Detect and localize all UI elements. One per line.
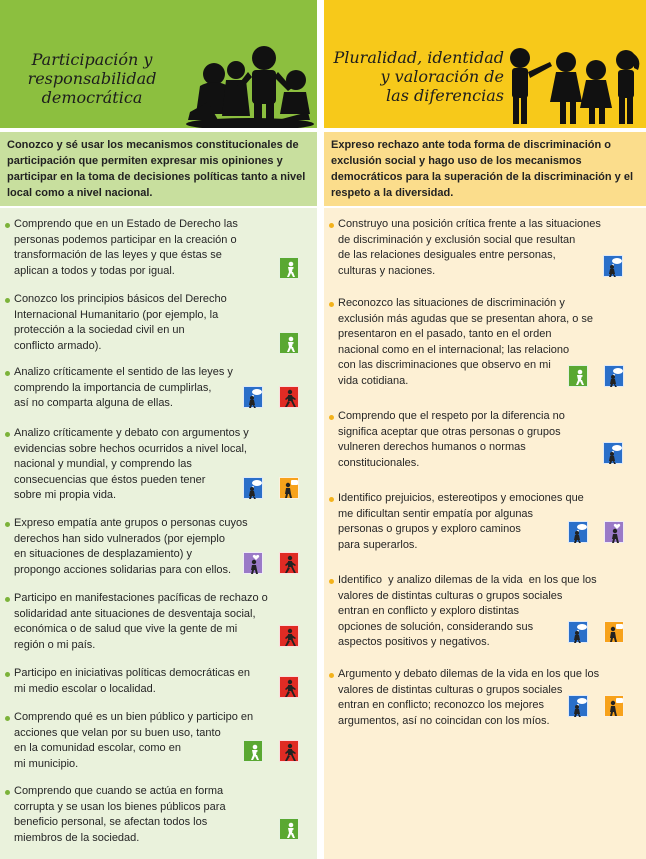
competency-text: Construyo una posición crítica frente a las situaciones de discriminación y exclusión social que resultan de las relaciones desiguales entre personas, culturas y naciones.: [338, 218, 601, 277]
competency-text: Comprendo qué es un bien público y participo en acciones que velan por su buen uso, tanto en la comunidad escolar, como en mi municipio.: [14, 711, 254, 770]
bullet-dot: [5, 597, 10, 602]
bullet-dot: [5, 223, 10, 228]
competency-text: Participo en iniciativas políticas democráticas en mi medio escolar o localidad.: [14, 667, 251, 695]
walking-person-icon: [279, 552, 299, 574]
thought-bubble-icon: [568, 521, 588, 543]
bullet-dot: [5, 790, 10, 795]
bullet-dot: [5, 672, 10, 677]
competency-list: [0, 208, 317, 859]
competency-text: Analizo críticamente el sentido de las leyes y comprendo la importancia de cumplirlas, así no comparta alguna de ellas.: [14, 366, 233, 410]
speaking-person-icon: [279, 477, 299, 499]
walking-person-icon: [279, 676, 299, 698]
column-participacion: [0, 0, 317, 859]
competency-text: Reconozco las situaciones de discriminación y exclusión más agudas que se presentan ahora, o se presentaron en el pasado, tanto en el orden nacional como en el internacional; las relaciono con las discriminaciones que observo en mi vida cotidiana.: [338, 297, 593, 387]
bullet-dot: [329, 579, 334, 584]
bullet-dot: [329, 415, 334, 420]
speaking-person-icon: [604, 695, 624, 717]
thought-bubble-icon: [243, 477, 263, 499]
bullet-dot: [5, 716, 10, 721]
competency-list: [324, 208, 646, 859]
thinker-icon: [243, 740, 263, 762]
standard-statement: Expreso rechazo ante toda forma de discriminación o exclusión social y hago uso de los mecanismos democráticos para la superación de la discriminación y el respeto a la diversidad.: [324, 132, 646, 206]
competency-text: Participo en manifestaciones pacíficas de rechazo o solidaridad ante situaciones de desventaja social, económica o de salud que vive la gente de mi región o mi país.: [14, 592, 268, 651]
thinker-icon: [279, 257, 299, 279]
competency-text: Analizo críticamente y debato con argumentos y evidencias sobre hechos ocurridos a nivel local, nacional y mundial, y comprendo las consecuencias que éstos pueden tener sobre mi propia vida.: [14, 427, 249, 502]
bullet-dot: [5, 522, 10, 527]
bullet-dot: [329, 497, 334, 502]
section-title: Participación y responsabilidad democrática: [27, 50, 157, 107]
bullet-dot: [5, 432, 10, 437]
standard-statement: Conozco y sé usar los mecanismos constitucionales de participación que permiten expresar mis opiniones y participar en la toma de decisiones políticas tanto a nivel local como a nivel nacional.: [0, 132, 317, 206]
bullet-dot: [329, 673, 334, 678]
column-pluralidad: [324, 0, 646, 859]
bullet-dot: [329, 302, 334, 307]
thinker-icon: [279, 818, 299, 840]
thought-bubble-icon: [603, 442, 623, 464]
bullet-dot: [5, 298, 10, 303]
thought-bubble-icon: [568, 695, 588, 717]
section-title: Pluralidad, identidad y valoración de las diferencias: [333, 48, 504, 105]
thought-bubble-icon: [603, 255, 623, 277]
person-heart-icon: [604, 521, 624, 543]
competency-text: Comprendo que cuando se actúa en forma corrupta y se usan los bienes públicos para beneficio personal, se afectan todos los miembros de la sociedad.: [14, 785, 226, 844]
speaking-person-icon: [604, 621, 624, 643]
walking-person-icon: [279, 740, 299, 762]
walking-person-icon: [279, 625, 299, 647]
competency-text: Argumento y debato dilemas de la vida en los que los valores de distintas culturas o grupos sociales entran en conflicto; reconozco los mejores argumentos, así no coincidan con los míos.: [338, 668, 600, 727]
thought-bubble-icon: [568, 621, 588, 643]
walking-person-icon: [279, 386, 299, 408]
banner-pluralidad: [324, 0, 646, 128]
competency-text: Expreso empatía ante grupos o personas cuyos derechos han sido vulnerados (por ejemplo en situaciones de desplazamiento) y propongo acciones solidarias para con ellos.: [14, 517, 248, 576]
competency-text: Comprendo que el respeto por la diferencia no significa aceptar que otras personas o grupos vulneren derechos humanos o normas constitucionales.: [338, 410, 565, 469]
banner-participacion: [0, 0, 317, 128]
bullet-dot: [5, 371, 10, 376]
children-silhouette-icon: [504, 40, 644, 130]
bullet-dot: [329, 223, 334, 228]
competency-text: Comprendo que en un Estado de Derecho las personas podemos participar en la creación o transformación de las leyes y que éstas se aplican a todos y todas por igual.: [14, 218, 238, 277]
children-silhouette-icon: [186, 40, 314, 128]
thought-bubble-icon: [243, 386, 263, 408]
competency-text: Identifico prejuicios, estereotipos y emociones que me dificultan sentir empatía por algunas personas o grupos y exploro caminos para superarlos.: [338, 492, 584, 551]
thought-bubble-icon: [604, 365, 624, 387]
competency-text: Identifico y analizo dilemas de la vida en los que los valores de distintas culturas o grupos sociales entran en conflicto y exploro distintas opciones de solución, considerando sus aspectos positivos y negativos.: [338, 574, 597, 649]
thinker-icon: [279, 332, 299, 354]
competency-text: Conozco los principios básicos del Derecho Internacional Humanitario (por ejemplo, la protección a la sociedad civil en un conflicto armado).: [14, 293, 227, 352]
thinker-icon: [568, 365, 588, 387]
person-heart-icon: [243, 552, 263, 574]
